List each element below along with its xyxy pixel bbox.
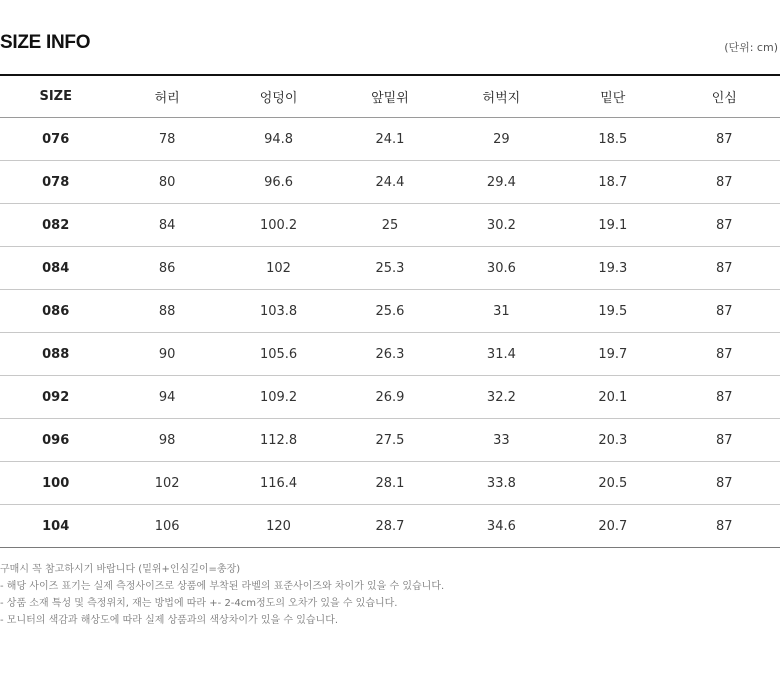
inseam-cell: 87 xyxy=(669,419,780,462)
column-header-inseam: 인심 xyxy=(669,75,780,118)
hip-cell: 105.6 xyxy=(223,333,334,376)
column-header-hem: 밑단 xyxy=(557,75,668,118)
hip-cell: 94.8 xyxy=(223,118,334,161)
inseam-cell: 87 xyxy=(669,247,780,290)
hip-cell: 96.6 xyxy=(223,161,334,204)
column-header-waist: 허리 xyxy=(111,75,222,118)
front-rise-cell: 24.1 xyxy=(334,118,445,161)
hem-cell: 20.5 xyxy=(557,462,668,505)
table-row xyxy=(0,333,780,376)
thigh-cell: 32.2 xyxy=(446,376,557,419)
table-row xyxy=(0,419,780,462)
header-row xyxy=(0,75,780,118)
thigh-cell: 31.4 xyxy=(446,333,557,376)
page-title: SIZE INFO xyxy=(0,32,91,53)
hip-cell: 102 xyxy=(223,247,334,290)
hem-cell: 18.5 xyxy=(557,118,668,161)
waist-cell: 102 xyxy=(111,462,222,505)
note-line: - 해당 사이즈 표기는 실제 측정사이즈로 상품에 부착된 라벨의 표준사이즈와 차이가 있을 수 있습니다. xyxy=(0,581,445,592)
hem-cell: 19.5 xyxy=(557,290,668,333)
note-line: - 상품 소재 특성 및 측정위치, 재는 방법에 따라 +- 2-4cm정도의 오차가 있을 수 있습니다. xyxy=(0,598,398,609)
waist-cell: 80 xyxy=(111,161,222,204)
thigh-cell: 30.2 xyxy=(446,204,557,247)
thigh-cell: 29 xyxy=(446,118,557,161)
hem-cell: 18.7 xyxy=(557,161,668,204)
column-header-size: SIZE xyxy=(0,75,111,118)
size-cell: 096 xyxy=(0,419,111,462)
hem-cell: 20.7 xyxy=(557,505,668,548)
table-row xyxy=(0,118,780,161)
inseam-cell: 87 xyxy=(669,376,780,419)
table-row xyxy=(0,505,780,548)
note-line: - 모니터의 색감과 해상도에 따라 실제 상품과의 색상차이가 있을 수 있습니다. xyxy=(0,615,339,626)
waist-cell: 86 xyxy=(111,247,222,290)
size-cell: 082 xyxy=(0,204,111,247)
table-body xyxy=(0,118,780,548)
hem-cell: 20.3 xyxy=(557,419,668,462)
size-cell: 078 xyxy=(0,161,111,204)
waist-cell: 84 xyxy=(111,204,222,247)
thigh-cell: 29.4 xyxy=(446,161,557,204)
front-rise-cell: 28.1 xyxy=(334,462,445,505)
column-header-hip: 엉덩이 xyxy=(223,75,334,118)
thigh-cell: 30.6 xyxy=(446,247,557,290)
front-rise-cell: 24.4 xyxy=(334,161,445,204)
hem-cell: 19.1 xyxy=(557,204,668,247)
size-cell: 076 xyxy=(0,118,111,161)
unit-label: (단위: cm) xyxy=(724,41,778,54)
waist-cell: 106 xyxy=(111,505,222,548)
thigh-cell: 31 xyxy=(446,290,557,333)
waist-cell: 88 xyxy=(111,290,222,333)
size-cell: 084 xyxy=(0,247,111,290)
size-table xyxy=(0,74,780,548)
front-rise-cell: 27.5 xyxy=(334,419,445,462)
front-rise-cell: 26.9 xyxy=(334,376,445,419)
front-rise-cell: 26.3 xyxy=(334,333,445,376)
inseam-cell: 87 xyxy=(669,462,780,505)
hip-cell: 109.2 xyxy=(223,376,334,419)
hip-cell: 116.4 xyxy=(223,462,334,505)
size-cell: 104 xyxy=(0,505,111,548)
front-rise-cell: 25.6 xyxy=(334,290,445,333)
waist-cell: 94 xyxy=(111,376,222,419)
hip-cell: 120 xyxy=(223,505,334,548)
column-header-thigh: 허벅지 xyxy=(446,75,557,118)
table-row xyxy=(0,376,780,419)
thigh-cell: 33 xyxy=(446,419,557,462)
inseam-cell: 87 xyxy=(669,118,780,161)
size-cell: 100 xyxy=(0,462,111,505)
size-notes xyxy=(0,561,780,629)
waist-cell: 78 xyxy=(111,118,222,161)
thigh-cell: 33.8 xyxy=(446,462,557,505)
table-row xyxy=(0,161,780,204)
inseam-cell: 87 xyxy=(669,161,780,204)
size-cell: 088 xyxy=(0,333,111,376)
inseam-cell: 87 xyxy=(669,333,780,376)
table-header xyxy=(0,75,780,118)
waist-cell: 90 xyxy=(111,333,222,376)
note-line: 구매시 꼭 참고하시기 바랍니다 (밑위+인심길이=총장) xyxy=(0,564,241,575)
size-cell: 086 xyxy=(0,290,111,333)
hem-cell: 20.1 xyxy=(557,376,668,419)
hem-cell: 19.3 xyxy=(557,247,668,290)
hem-cell: 19.7 xyxy=(557,333,668,376)
front-rise-cell: 25 xyxy=(334,204,445,247)
hip-cell: 103.8 xyxy=(223,290,334,333)
table-row xyxy=(0,247,780,290)
inseam-cell: 87 xyxy=(669,505,780,548)
inseam-cell: 87 xyxy=(669,204,780,247)
size-info-header xyxy=(0,30,780,58)
waist-cell: 98 xyxy=(111,419,222,462)
table-row xyxy=(0,462,780,505)
size-cell: 092 xyxy=(0,376,111,419)
table-row xyxy=(0,204,780,247)
column-header-front-rise: 앞밑위 xyxy=(334,75,445,118)
hip-cell: 112.8 xyxy=(223,419,334,462)
front-rise-cell: 28.7 xyxy=(334,505,445,548)
table-row xyxy=(0,290,780,333)
hip-cell: 100.2 xyxy=(223,204,334,247)
thigh-cell: 34.6 xyxy=(446,505,557,548)
inseam-cell: 87 xyxy=(669,290,780,333)
front-rise-cell: 25.3 xyxy=(334,247,445,290)
